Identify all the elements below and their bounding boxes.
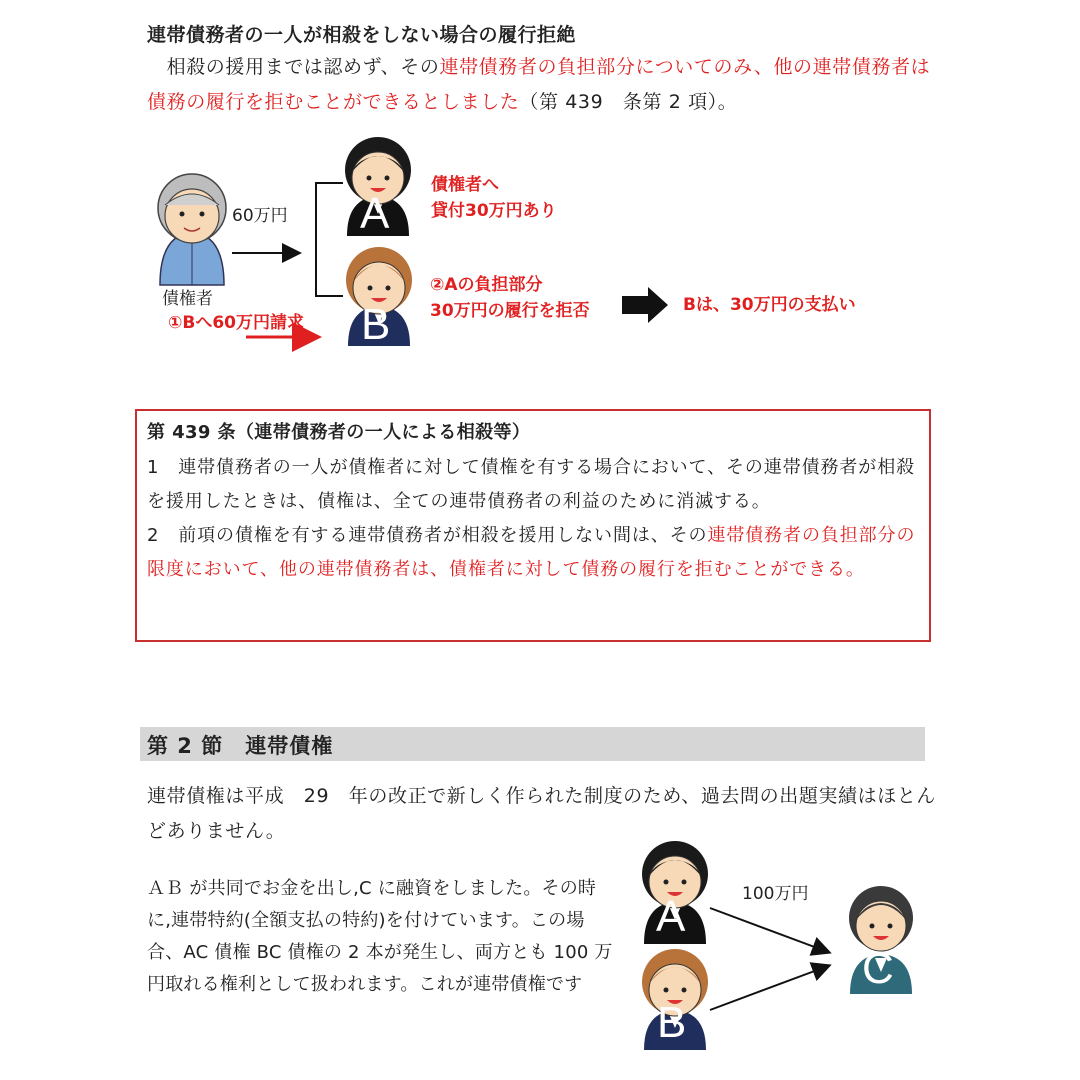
b-note-line1: ②Aの負担部分 (430, 275, 543, 295)
b-note-line2: 30万円の履行を拒否 (430, 301, 590, 321)
intro-highlight: 連帯債務者の負担部分についてのみ、他の連帯債務者は債務の履行を拒むことができるとしました (147, 56, 931, 113)
amount-label-100: 100万円 (742, 884, 809, 904)
section-example: ＡＢ が共同でお金を出し,C に融資をしました。その時に,連帯特約(全額支払の特約)を付けています。この場合、AC 債権 BC 債権の 2 本が発生し、両方とも 100 万円取れる権利として扱われます。これが連帯債権です (147, 878, 613, 995)
creditor-b-letter: B (657, 998, 687, 1047)
article-body (147, 451, 927, 587)
section-heading: 連帯債務者の一人が相殺をしない場合の履行拒絶 (147, 24, 577, 46)
result-label: Bは、30万円の支払い (683, 295, 856, 315)
article-item-2-highlight: 連帯債務者の負担部分の限度において、他の連帯債務者は、債権者に対して債務の履行を拒むことができる。 (147, 525, 916, 580)
a-note (431, 172, 557, 224)
debtor-bracket (316, 183, 343, 296)
a-note-line2: 貸付30万円あり (431, 201, 557, 221)
creditor-a-letter: A (656, 892, 686, 941)
debtor-b-letter: B (361, 300, 391, 349)
article-item-2-text: 2 前項の債権を有する連帯債務者が相殺を援用しない間は、その (147, 525, 708, 546)
intro-citation: （第 439 条第 2 項）。 (519, 91, 738, 113)
debtor-c-letter: C (862, 944, 894, 993)
arrow-a-to-c (710, 908, 828, 952)
intro-text: 相殺の援用までは認めず、その (147, 56, 440, 78)
section-description: 連帯債権は平成 29 年の改正で新しく作られた制度のため、過去問の出題実績はほとんどありません。 (147, 785, 937, 842)
section-title: 第 2 節 連帯債権 (147, 734, 334, 758)
debtor-a-letter: A (360, 189, 390, 238)
article-title: 第 439 条（連帯債務者の一人による相殺等） (147, 422, 531, 443)
result-arrow (622, 287, 668, 323)
article-item-2 (147, 519, 927, 587)
b-note (430, 272, 590, 324)
amount-label: 60万円 (232, 206, 288, 226)
article-item-1: 1 連帯債務者の一人が債権者に対して債権を有する場合において、その連帯債務者が相殺を援用したときは、債権は、全ての連帯債務者の利益のために消滅する。 (147, 457, 915, 512)
request-label: ①Bへ60万円請求 (168, 313, 305, 333)
creditor-label: 債権者 (162, 289, 213, 309)
creditor-figure (158, 174, 226, 285)
arrow-b-to-c (710, 966, 828, 1010)
a-note-line1: 債権者へ (431, 175, 499, 195)
